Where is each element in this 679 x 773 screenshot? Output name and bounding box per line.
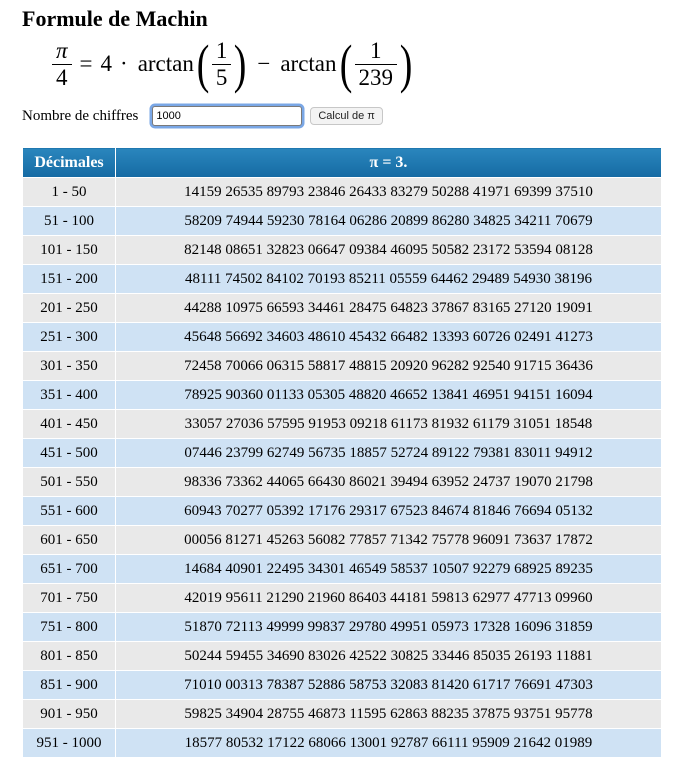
table-row	[23, 729, 662, 758]
digits-cell: 18577 80532 17122 68066 13001 92787 66111 95909 21642 01989	[116, 729, 662, 758]
digits-cell: 48111 74502 84102 70193 85211 05559 64462 29489 54930 38196	[116, 265, 662, 294]
machin-formula	[52, 34, 415, 94]
table-row	[23, 613, 662, 642]
digits-cell: 50244 59455 34690 83026 42522 30825 33446 85035 26193 11881	[116, 642, 662, 671]
digits-form	[22, 106, 383, 126]
table-row	[23, 323, 662, 352]
right-paren-2: )	[399, 34, 413, 94]
page-title: Formule de Machin	[22, 6, 208, 31]
decimal-range-cell: 151 - 200	[23, 265, 116, 294]
equals-sign: =	[79, 51, 93, 76]
table-row	[23, 381, 662, 410]
decimal-range-cell: 451 - 500	[23, 439, 116, 468]
table-row	[23, 352, 662, 381]
one-over-239-fraction	[355, 38, 398, 91]
digits-cell: 58209 74944 59230 78164 06286 20899 86280 34825 34211 70679	[116, 207, 662, 236]
table-row	[23, 439, 662, 468]
table-row	[23, 207, 662, 236]
decimal-range-cell: 101 - 150	[23, 236, 116, 265]
table-row	[23, 410, 662, 439]
digits-cell: 98336 73362 44065 66430 86021 39494 63952 24737 19070 21798	[116, 468, 662, 497]
column-header-decimals: Décimales	[23, 148, 116, 178]
arctan-function-1: arctan	[137, 51, 194, 76]
minus-sign: −	[257, 51, 271, 76]
table-row	[23, 497, 662, 526]
decimal-range-cell: 51 - 100	[23, 207, 116, 236]
decimal-range-cell: 651 - 700	[23, 555, 116, 584]
digits-cell: 07446 23799 62749 56735 18857 52724 89122 79381 83011 94912	[116, 439, 662, 468]
pi-over-four-fraction	[52, 38, 72, 91]
denominator-239: 239	[355, 64, 398, 91]
decimal-range-cell: 401 - 450	[23, 410, 116, 439]
table-row	[23, 584, 662, 613]
digits-cell: 51870 72113 49999 99837 29780 49951 05973 17328 16096 31859	[116, 613, 662, 642]
numerator-2: 1	[370, 37, 382, 63]
compute-pi-button[interactable]: Calcul de π	[310, 107, 383, 125]
digits-cell: 45648 56692 34603 48610 45432 66482 13393 60726 02491 41273	[116, 323, 662, 352]
decimal-range-cell: 501 - 550	[23, 468, 116, 497]
table-row	[23, 468, 662, 497]
decimal-range-cell: 801 - 850	[23, 642, 116, 671]
table-row	[23, 294, 662, 323]
digits-input[interactable]	[152, 106, 302, 126]
column-header-pi: π = 3.	[116, 148, 662, 178]
table-row	[23, 700, 662, 729]
decimal-range-cell: 351 - 400	[23, 381, 116, 410]
decimal-range-cell: 901 - 950	[23, 700, 116, 729]
left-paren-2: (	[339, 34, 352, 94]
digits-cell: 14159 26535 89793 23846 26433 83279 50288 41971 69399 37510	[116, 178, 662, 207]
pi-symbol: π	[56, 37, 68, 63]
one-over-five-fraction	[212, 38, 232, 91]
table-row	[23, 642, 662, 671]
digits-cell: 82148 08651 32823 06647 09384 46095 50582 23172 53594 08128	[116, 236, 662, 265]
digits-cell: 00056 81271 45263 56082 77857 71342 75778 96091 73637 17872	[116, 526, 662, 555]
decimal-range-cell: 951 - 1000	[23, 729, 116, 758]
digits-cell: 71010 00313 78387 52886 58753 32083 81420 61717 76691 47303	[116, 671, 662, 700]
multiplication-dot: ·	[120, 51, 128, 76]
decimal-range-cell: 601 - 650	[23, 526, 116, 555]
table-header-row	[23, 148, 662, 178]
table-row	[23, 671, 662, 700]
digits-cell: 72458 70066 06315 58817 48815 20920 96282 92540 91715 36436	[116, 352, 662, 381]
coefficient: 4	[100, 51, 113, 76]
decimal-range-cell: 251 - 300	[23, 323, 116, 352]
digits-cell: 44288 10975 66593 34461 28475 64823 37867 83165 27120 19091	[116, 294, 662, 323]
arctan-function-2: arctan	[280, 51, 337, 76]
table-row	[23, 555, 662, 584]
numerator-1: 1	[215, 37, 228, 63]
decimal-range-cell: 551 - 600	[23, 497, 116, 526]
left-paren-1: (	[196, 34, 210, 94]
table-row	[23, 236, 662, 265]
digits-label: Nombre de chiffres	[22, 107, 139, 124]
digits-cell: 33057 27036 57595 91953 09218 61173 81932 61179 31051 18548	[116, 410, 662, 439]
table-row	[23, 265, 662, 294]
decimal-range-cell: 701 - 750	[23, 584, 116, 613]
decimal-range-cell: 201 - 250	[23, 294, 116, 323]
table-row	[23, 178, 662, 207]
fraction-denominator-four: 4	[52, 64, 72, 91]
decimal-range-cell: 1 - 50	[23, 178, 116, 207]
digits-cell: 78925 90360 01133 05305 48820 46652 13841 46951 94151 16094	[116, 381, 662, 410]
table-row	[23, 526, 662, 555]
decimal-range-cell: 301 - 350	[23, 352, 116, 381]
digits-cell: 14684 40901 22495 34301 46549 58537 10507 92279 68925 89235	[116, 555, 662, 584]
right-paren-1: )	[234, 34, 247, 94]
digits-cell: 42019 95611 21290 21960 86403 44181 59813 62977 47713 09960	[116, 584, 662, 613]
digits-cell: 59825 34904 28755 46873 11595 62863 88235 37875 93751 95778	[116, 700, 662, 729]
decimal-range-cell: 851 - 900	[23, 671, 116, 700]
digits-cell: 60943 70277 05392 17176 29317 67523 84674 81846 76694 05132	[116, 497, 662, 526]
decimal-range-cell: 751 - 800	[23, 613, 116, 642]
denominator-5: 5	[212, 64, 232, 91]
pi-digits-table	[22, 147, 662, 758]
